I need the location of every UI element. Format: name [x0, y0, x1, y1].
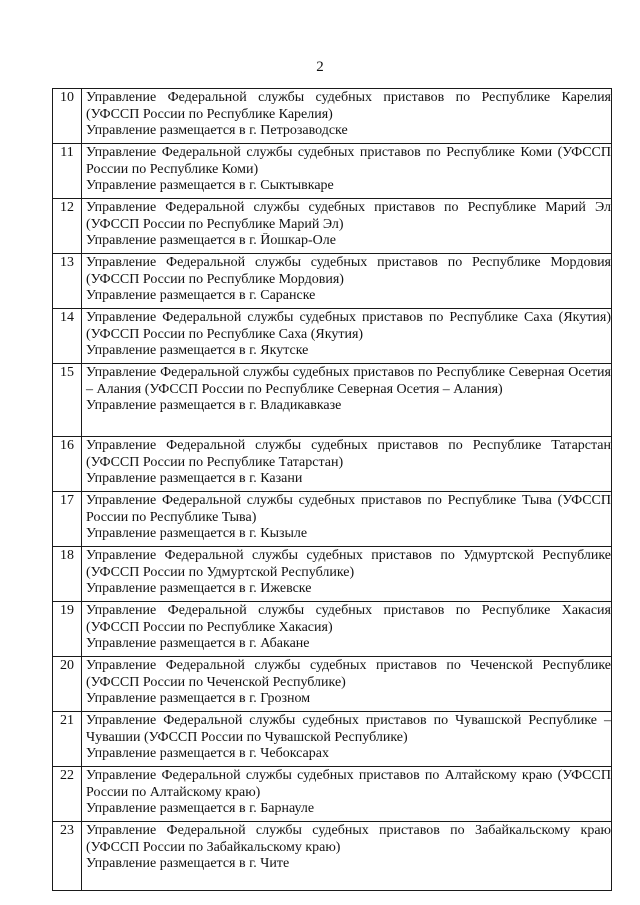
office-name: Управление Федеральной службы судебных приставов по Удмуртской Республике (УФССП России по Удмуртской Республике): [86, 548, 611, 580]
row-content: [82, 657, 612, 712]
row-number: 22: [53, 767, 82, 822]
table-row: [53, 199, 612, 254]
office-location: Управление размещается в г. Ижевске: [86, 581, 312, 596]
table-row: [53, 437, 612, 492]
row-content: [82, 437, 612, 492]
row-number: 16: [53, 437, 82, 492]
row-number: 11: [53, 144, 82, 199]
office-name: Управление Федеральной службы судебных приставов по Республике Тыва (УФССП России по Республике Тыва): [86, 493, 611, 525]
page-number: 2: [316, 59, 324, 75]
row-number: 20: [53, 657, 82, 712]
row-content: [82, 364, 612, 437]
office-name: Управление Федеральной службы судебных приставов по Республике Мордовия (УФССП России по Республике Мордовия): [86, 255, 611, 287]
row-content: [82, 89, 612, 144]
table-row: [53, 822, 612, 891]
row-content: [82, 712, 612, 767]
office-name: Управление Федеральной службы судебных приставов по Республике Татарстан (УФССП России по Республике Татарстан): [86, 438, 611, 470]
office-location: Управление размещается в г. Йошкар-Оле: [86, 233, 336, 248]
row-number: 10: [53, 89, 82, 144]
office-location: Управление размещается в г. Владикавказе: [86, 398, 342, 413]
office-location: Управление размещается в г. Сыктывкаре: [86, 178, 334, 193]
table-row: [53, 602, 612, 657]
office-name: Управление Федеральной службы судебных приставов по Чеченской Республике (УФССП России по Чеченской Республике): [86, 658, 611, 690]
office-location: Управление размещается в г. Абакане: [86, 636, 310, 651]
table-row: [53, 767, 612, 822]
row-content: [82, 199, 612, 254]
row-number: 18: [53, 547, 82, 602]
office-location: Управление размещается в г. Грозном: [86, 691, 311, 706]
table-row: [53, 657, 612, 712]
row-number: 15: [53, 364, 82, 437]
office-name: Управление Федеральной службы судебных приставов по Республике Коми (УФССП России по Республике Коми): [86, 145, 611, 177]
office-location: Управление размещается в г. Чите: [86, 856, 290, 871]
office-name: Управление Федеральной службы судебных приставов по Республике Марий Эл (УФССП России по Республике Марий Эл): [86, 200, 611, 232]
row-content: [82, 144, 612, 199]
row-content: [82, 602, 612, 657]
office-name: Управление Федеральной службы судебных приставов по Республике Саха (Якутия) (УФССП России по Республике Саха (Якутия): [86, 310, 611, 342]
table-row: [53, 364, 612, 437]
table-row: [53, 492, 612, 547]
office-location: Управление размещается в г. Барнауле: [86, 801, 315, 816]
table-row: [53, 712, 612, 767]
row-number: 14: [53, 309, 82, 364]
row-number: 19: [53, 602, 82, 657]
row-number: 23: [53, 822, 82, 891]
table-row: [53, 89, 612, 144]
row-number: 21: [53, 712, 82, 767]
table-row: [53, 547, 612, 602]
row-number: 12: [53, 199, 82, 254]
office-location: Управление размещается в г. Якутске: [86, 343, 309, 358]
table-row: [53, 144, 612, 199]
table-row: [53, 309, 612, 364]
office-location: Управление размещается в г. Саранске: [86, 288, 316, 303]
office-name: Управление Федеральной службы судебных приставов по Алтайскому краю (УФССП России по Алтайскому краю): [86, 768, 611, 800]
office-location: Управление размещается в г. Петрозаводске: [86, 123, 348, 138]
row-content: [82, 309, 612, 364]
table-row: [53, 254, 612, 309]
row-number: 17: [53, 492, 82, 547]
row-content: [82, 254, 612, 309]
office-name: Управление Федеральной службы судебных приставов по Чувашской Республике – Чувашии (УФССП России по Чувашской Республике): [86, 713, 611, 745]
office-location: Управление размещается в г. Чебоксарах: [86, 746, 329, 761]
row-content: [82, 547, 612, 602]
row-content: [82, 492, 612, 547]
office-location: Управление размещается в г. Казани: [86, 471, 303, 486]
offices-table: [52, 88, 612, 891]
office-location: Управление размещается в г. Кызыле: [86, 526, 308, 541]
office-name: Управление Федеральной службы судебных приставов по Забайкальскому краю (УФССП России по Забайкальскому краю): [86, 823, 611, 855]
office-name: Управление Федеральной службы судебных приставов по Республике Северная Осетия – Алания (УФССП России по Республике Северная Осетия – Алания): [86, 365, 611, 397]
office-name: Управление Федеральной службы судебных приставов по Республике Хакасия (УФССП России по Республике Хакасия): [86, 603, 611, 635]
row-content: [82, 822, 612, 891]
office-name: Управление Федеральной службы судебных приставов по Республике Карелия (УФССП России по Республике Карелия): [86, 90, 611, 122]
row-content: [82, 767, 612, 822]
row-number: 13: [53, 254, 82, 309]
